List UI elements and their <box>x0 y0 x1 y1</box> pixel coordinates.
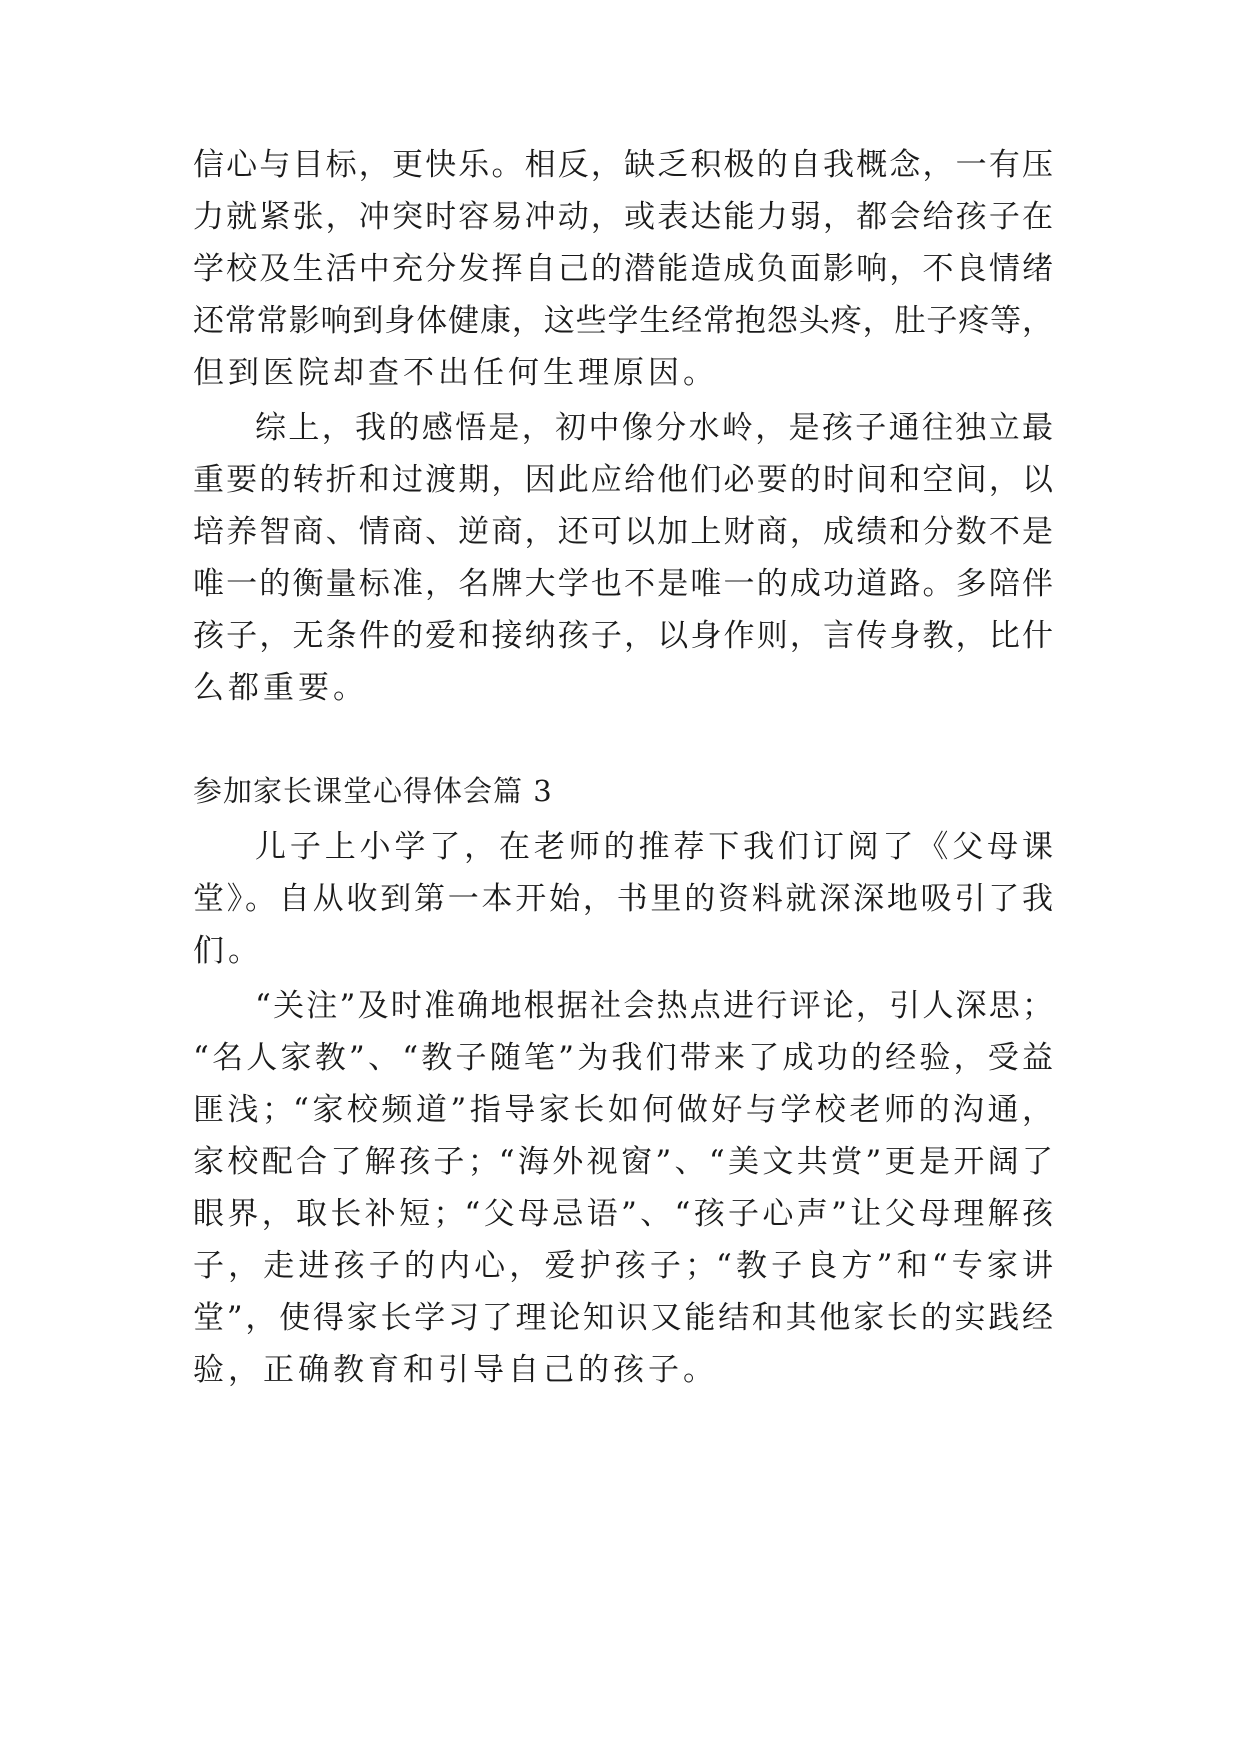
text-line: 家校配合了解孩子；“海外视窗”、“美文共赏”更是开阔了 <box>193 1144 1053 1180</box>
text-line: 们。 <box>193 933 263 969</box>
text-line: 但到医院却查不出任何生理原因。 <box>193 355 718 391</box>
text-line: 堂》。自从收到第一本开始，书里的资料就深深地吸引了我 <box>193 881 1053 917</box>
text-line: “关注”及时准确地根据社会热点进行评论，引人深思； <box>255 988 1053 1024</box>
text-line: 力就紧张，冲突时容易冲动，或表达能力弱，都会给孩子在 <box>193 199 1053 235</box>
text-line: 验，正确教育和引导自己的孩子。 <box>193 1352 718 1388</box>
text-line: 信心与目标，更快乐。相反，缺乏积极的自我概念，一有压 <box>193 147 1053 183</box>
section-heading: 参加家长课堂心得体会篇 3 <box>193 774 553 808</box>
text-line: 堂”，使得家长学习了理论知识又能结和其他家长的实践经 <box>193 1300 1053 1336</box>
text-line: 儿子上小学了，在老师的推荐下我们订阅了《父母课 <box>255 829 1053 865</box>
text-line: 还常常影响到身体健康，这些学生经常抱怨头疼，肚子疼等， <box>193 303 1053 339</box>
text-line: 培养智商、情商、逆商，还可以加上财商，成绩和分数不是 <box>193 514 1053 550</box>
text-line: 唯一的衡量标准，名牌大学也不是唯一的成功道路。多陪伴 <box>193 566 1053 602</box>
text-line: 眼界，取长补短；“父母忌语”、“孩子心声”让父母理解孩 <box>193 1196 1053 1232</box>
text-line: 子，走进孩子的内心，爱护孩子；“教子良方”和“专家讲 <box>193 1248 1053 1284</box>
text-line: “名人家教”、“教子随笔”为我们带来了成功的经验，受益 <box>193 1040 1053 1076</box>
text-line: 匪浅；“家校频道”指导家长如何做好与学校老师的沟通， <box>193 1092 1053 1128</box>
text-line: 孩子，无条件的爱和接纳孩子，以身作则，言传身教，比什 <box>193 618 1053 654</box>
text-line: 学校及生活中充分发挥自己的潜能造成负面影响，不良情绪 <box>193 251 1053 287</box>
text-line: 重要的转折和过渡期，因此应给他们必要的时间和空间，以 <box>193 462 1053 498</box>
text-line: 么都重要。 <box>193 670 368 706</box>
text-line: 综上，我的感悟是，初中像分水岭，是孩子通往独立最 <box>255 410 1053 446</box>
